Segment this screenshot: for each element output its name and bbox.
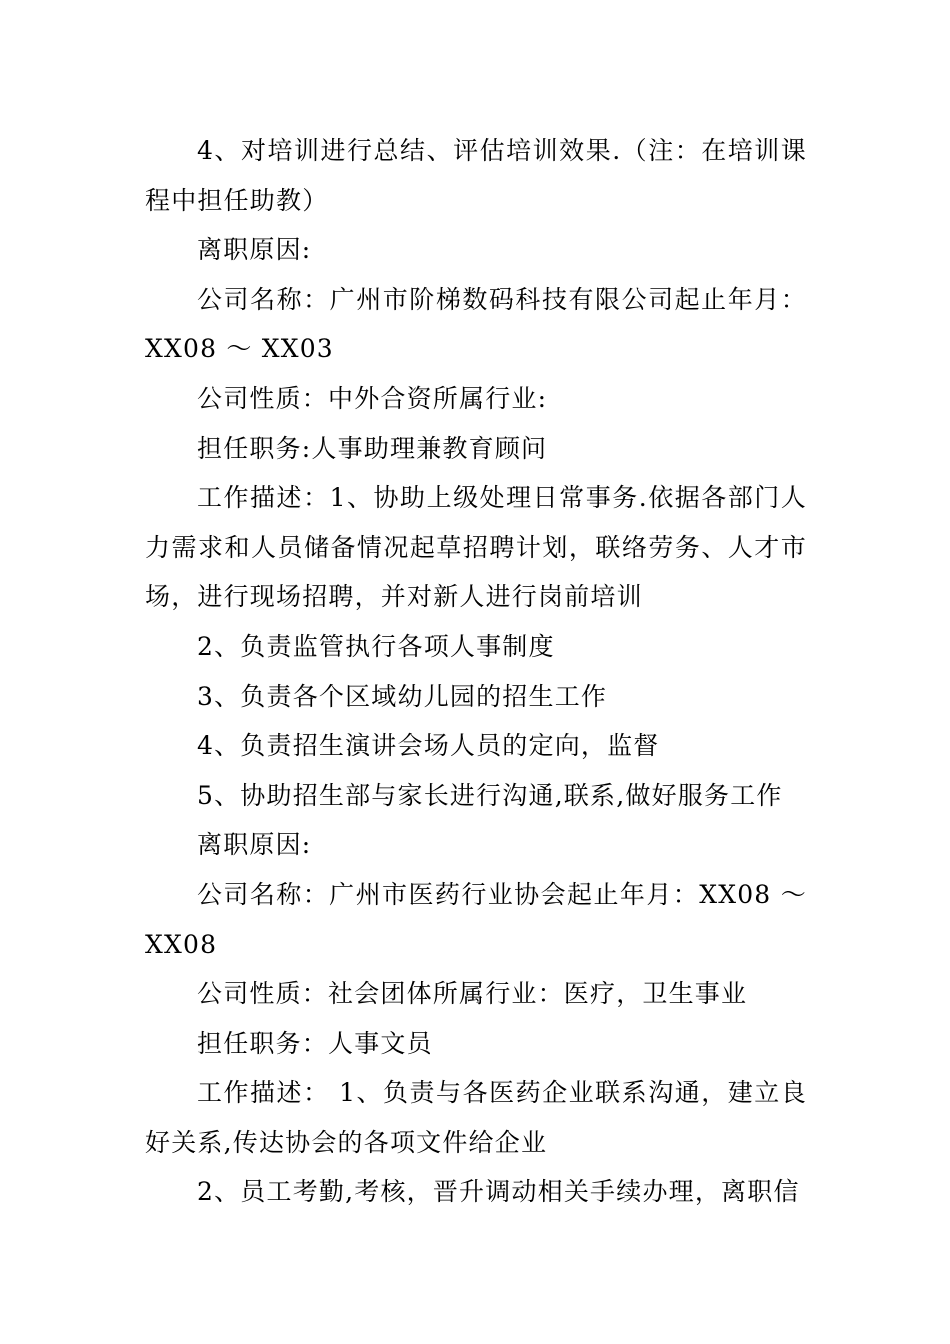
paragraph-position-1: 担任职务:人事助理兼教育顾问 <box>197 433 548 463</box>
document-body <box>145 126 807 1217</box>
paragraph-duty-2b: 2、员工考勤,考核，晋升调动相关手续办理，离职信 <box>197 1177 800 1207</box>
paragraph-duty-2: 2、负责监管执行各项人事制度 <box>197 631 555 661</box>
paragraph-company-name-2: 公司名称：广州市医药行业协会起止年月：XX08 ～ XX08 <box>145 879 807 959</box>
paragraph-company-type-1: 公司性质：中外合资所属行业: <box>197 383 548 413</box>
paragraph-training-summary: 4、对培训进行总结、评估培训效果.（注：在培训课程中担任助教） <box>145 136 807 215</box>
paragraph-duty-3: 3、负责各个区域幼儿园的招生工作 <box>197 681 608 711</box>
paragraph-company-name-1: 公司名称：广州市阶梯数码科技有限公司起止年月：XX08 ～ XX03 <box>145 284 807 364</box>
paragraph-duty-4: 4、负责招生演讲会场人员的定向，监督 <box>197 731 660 761</box>
paragraph-duty-5: 5、协助招生部与家长进行沟通,联系,做好服务工作 <box>197 780 783 810</box>
paragraph-leave-reason-2: 离职原因: <box>197 830 312 860</box>
paragraph-leave-reason-1: 离职原因: <box>197 235 312 265</box>
paragraph-position-2: 担任职务：人事文员 <box>197 1028 433 1058</box>
paragraph-company-type-2: 公司性质：社会团体所属行业：医疗，卫生事业 <box>197 979 748 1009</box>
paragraph-job-description-1: 工作描述：1、协助上级处理日常事务.依据各部门人力需求和人员储备情况起草招聘计划，联络劳务、人才市场，进行现场招聘，并对新人进行岗前培训 <box>145 483 807 612</box>
paragraph-job-description-2: 工作描述： 1、负责与各医药企业联系沟通，建立良好关系,传达协会的各项文件给企业 <box>145 1078 807 1157</box>
